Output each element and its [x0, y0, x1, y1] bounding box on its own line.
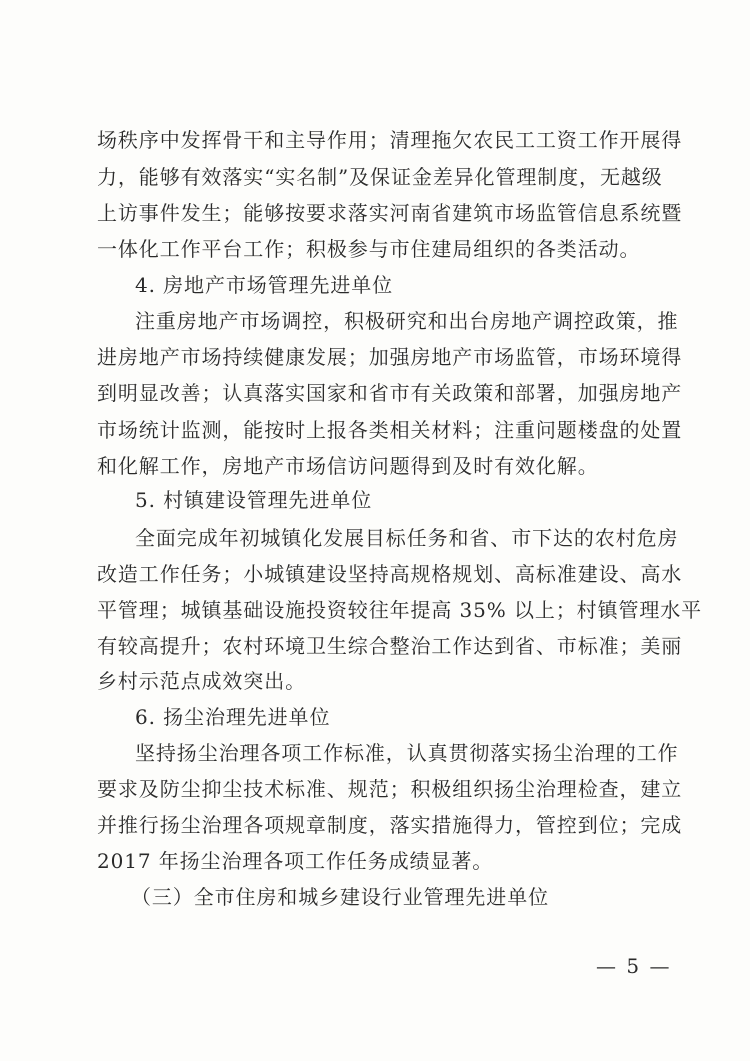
- paragraph-line: 有较高提升；农村环境卫生综合整治工作达到省、市标准；美丽: [97, 634, 683, 658]
- paragraph-line: 2017 年扬尘治理各项工作任务成绩显著。: [97, 849, 494, 873]
- paragraph-line: 进房地产市场持续健康发展；加强房地产市场监管，市场环境得: [97, 345, 683, 369]
- paragraph-line: 注重房地产市场调控，积极研究和出台房地产调控政策，推: [135, 309, 679, 333]
- paragraph-line: 乡村示范点成效突出。: [97, 669, 306, 693]
- paragraph-line: 并推行扬尘治理各项规章制度，落实措施得力，管控到位；完成: [97, 813, 683, 837]
- paragraph-line: 坚持扬尘治理各项工作标准，认真贯彻落实扬尘治理的工作: [135, 741, 679, 765]
- section-heading: 6. 扬尘治理先进单位: [135, 705, 331, 729]
- section-heading: 5. 村镇建设管理先进单位: [135, 488, 373, 512]
- subsection-heading: （三）全市住房和城乡建设行业管理先进单位: [131, 885, 549, 909]
- paragraph-line: 一体化工作平台工作；积极参与市住建局组织的各类活动。: [97, 237, 641, 261]
- paragraph-line: 要求及防尘抑尘技术标准、规范；积极组织扬尘治理检查，建立: [97, 777, 683, 801]
- paragraph-line: 全面完成年初城镇化发展目标任务和省、市下达的农村危房: [135, 526, 679, 550]
- paragraph-line: 市场统计监测，能按时上报各类相关材料；注重问题楼盘的处置: [97, 418, 683, 442]
- paragraph-line: 上访事件发生；能够按要求落实河南省建筑市场监管信息系统暨: [97, 201, 683, 225]
- paragraph-line: 场秩序中发挥骨干和主导作用；清理拖欠农民工工资工作开展得: [97, 128, 683, 152]
- paragraph-line: 平管理；城镇基础设施投资较往年提高 35% 以上；村镇管理水平: [97, 598, 703, 622]
- paragraph-line: 力，能够有效落实“实名制”及保证金差异化管理制度，无越级: [97, 165, 663, 189]
- paragraph-line: 到明显改善；认真落实国家和省市有关政策和部署，加强房地产: [97, 381, 683, 405]
- section-heading: 4. 房地产市场管理先进单位: [135, 273, 394, 297]
- page-number: — 5 —: [596, 954, 672, 978]
- paragraph-line: 和化解工作，房地产市场信访问题得到及时有效化解。: [97, 454, 599, 478]
- paragraph-line: 改造工作任务；小城镇建设坚持高规格规划、高标准建设、高水: [97, 562, 683, 586]
